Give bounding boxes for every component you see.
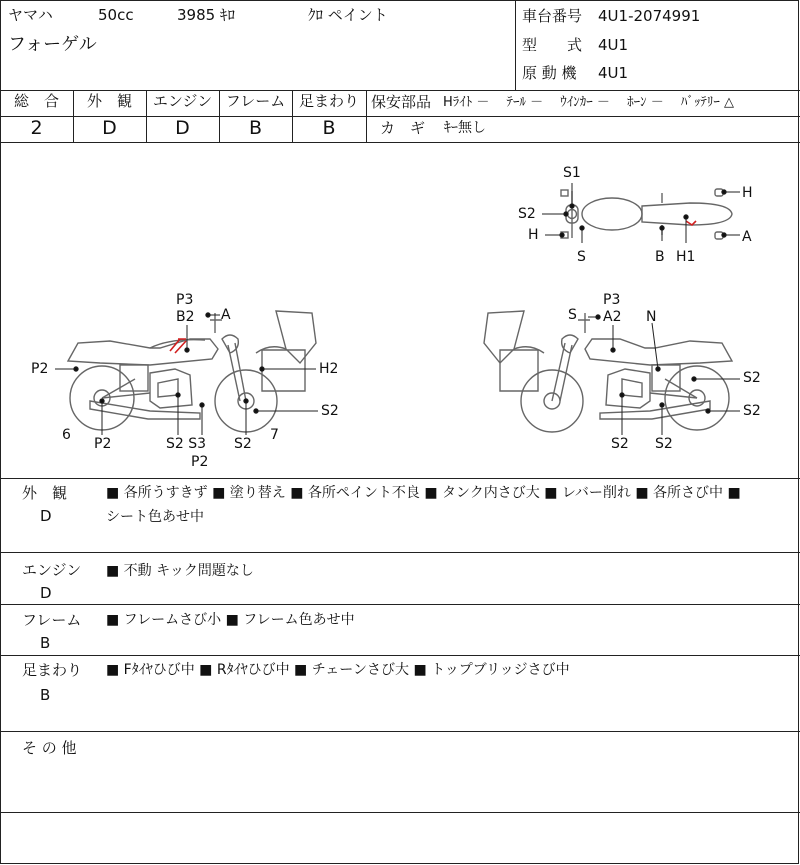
grade-engine-value: D xyxy=(175,117,190,139)
right-label-a2: A2 xyxy=(603,309,622,325)
right-label-s2-frame: S2 xyxy=(655,436,673,452)
left-label-s2-s3: S2 S3 xyxy=(166,436,207,452)
grade-overall-value: 2 xyxy=(30,117,43,139)
top-label-a: A xyxy=(742,229,752,245)
rule xyxy=(0,655,800,656)
right-label-s2-wheel: S2 xyxy=(743,403,761,419)
motorcycle-diagram xyxy=(0,143,800,478)
engine-value: 4U1 xyxy=(598,64,629,82)
remarks-engine-grade: D xyxy=(40,584,52,602)
color: ｸﾛ ペイント xyxy=(308,6,388,24)
left-label-p2-rear: P2 xyxy=(31,361,49,377)
rule xyxy=(0,478,800,479)
rule xyxy=(366,116,800,117)
frame-no-label: 車台番号 xyxy=(522,7,583,25)
right-label-p3: P3 xyxy=(603,292,621,308)
remarks-frame-line1: ■ フレームさび小 ■ フレーム色あせ中 xyxy=(106,612,355,628)
top-view-drawing xyxy=(561,189,732,239)
safety-items: Hﾗｲﾄ － ﾃｰﾙ － ｳｲﾝｶｰ － ﾎｰﾝ － ﾊﾞｯﾃﾘｰ △ xyxy=(443,95,734,110)
left-label-seven: 7 xyxy=(270,427,279,443)
key-value: ｷｰ無し xyxy=(444,120,486,136)
left-label-s2-fork: S2 xyxy=(234,436,252,452)
grade-exterior-value: D xyxy=(102,117,117,139)
left-label-p2-exhaust: P2 xyxy=(94,436,112,452)
right-side-view-drawing xyxy=(484,311,732,432)
remarks-exterior-line1: ■ 各所うすきず ■ 塗り替え ■ 各所ペイント不良 ■ タンク内さび大 ■ レバー削れ ■ 各所さび中 ■ xyxy=(106,485,741,501)
safety-label: 保安部品 xyxy=(371,93,432,111)
rule xyxy=(0,90,800,91)
top-label-s1: S1 xyxy=(563,165,581,181)
top-label-s: S xyxy=(577,249,586,265)
grade-frame-value: B xyxy=(248,117,263,139)
left-label-b2: B2 xyxy=(176,309,195,325)
rule xyxy=(0,812,800,813)
rule xyxy=(0,604,800,605)
right-label-s2-engine: S2 xyxy=(611,436,629,452)
grade-frame-label: フレーム xyxy=(225,92,286,110)
top-label-h1: H1 xyxy=(676,249,696,265)
rule xyxy=(0,731,800,732)
engine-label: 原 動 機 xyxy=(522,64,577,82)
top-label-h-left: H xyxy=(528,227,539,243)
rule xyxy=(0,552,800,553)
right-label-s: S xyxy=(568,307,577,323)
remarks-frame-grade: B xyxy=(40,634,51,652)
remarks-suspension-label: 足まわり xyxy=(22,661,83,679)
remarks-exterior-label: 外 観 xyxy=(22,484,68,502)
type-value: 4U1 xyxy=(598,36,629,54)
left-label-h2: H2 xyxy=(319,361,339,377)
grade-engine-label: エンジン xyxy=(152,92,213,110)
damage-marks xyxy=(170,221,696,353)
mileage: 3985 ｷﾛ xyxy=(177,6,235,24)
maker: ヤマハ xyxy=(8,6,53,24)
displacement: 50cc xyxy=(98,6,134,24)
remarks-engine-line1: ■ 不動 キック問題なし xyxy=(106,563,254,579)
left-label-s2-front: S2 xyxy=(321,403,339,419)
grade-overall-label: 総 合 xyxy=(13,92,59,110)
grade-suspension-label: 足まわり xyxy=(298,92,359,110)
remarks-suspension-grade: B xyxy=(40,686,51,704)
top-label-b: B xyxy=(655,249,665,265)
grade-exterior-label: 外 観 xyxy=(86,92,132,110)
left-label-p3: P3 xyxy=(176,292,194,308)
remarks-frame-label: フレーム xyxy=(22,611,82,629)
right-label-n: N xyxy=(646,309,657,325)
header-divider xyxy=(515,0,516,90)
model-name: フォーゲル xyxy=(8,34,97,55)
frame-no: 4U1-2074991 xyxy=(598,7,701,25)
remarks-exterior-line2: シート色あせ中 xyxy=(106,509,204,525)
left-label-p2-bottom: P2 xyxy=(191,454,209,470)
remarks-suspension-line1: ■ Fﾀｲﾔひび中 ■ Rﾀｲﾔひび中 ■ チェーンさび大 ■ トップブリッジさび中 xyxy=(106,662,570,678)
left-label-a: A xyxy=(221,307,231,323)
remarks-engine-label: エンジン xyxy=(22,561,82,579)
type-label: 型 式 xyxy=(522,36,583,54)
grade-suspension-value: B xyxy=(322,117,336,139)
top-label-h-right: H xyxy=(742,185,753,201)
remarks-exterior-grade: D xyxy=(40,507,52,525)
right-label-s2-swing: S2 xyxy=(743,370,761,386)
remarks-other-label: そ の 他 xyxy=(22,739,77,757)
top-label-s2: S2 xyxy=(518,206,536,222)
key-label: カ ギ xyxy=(380,119,426,137)
left-side-view-drawing xyxy=(68,311,316,432)
left-label-six: 6 xyxy=(62,427,71,443)
